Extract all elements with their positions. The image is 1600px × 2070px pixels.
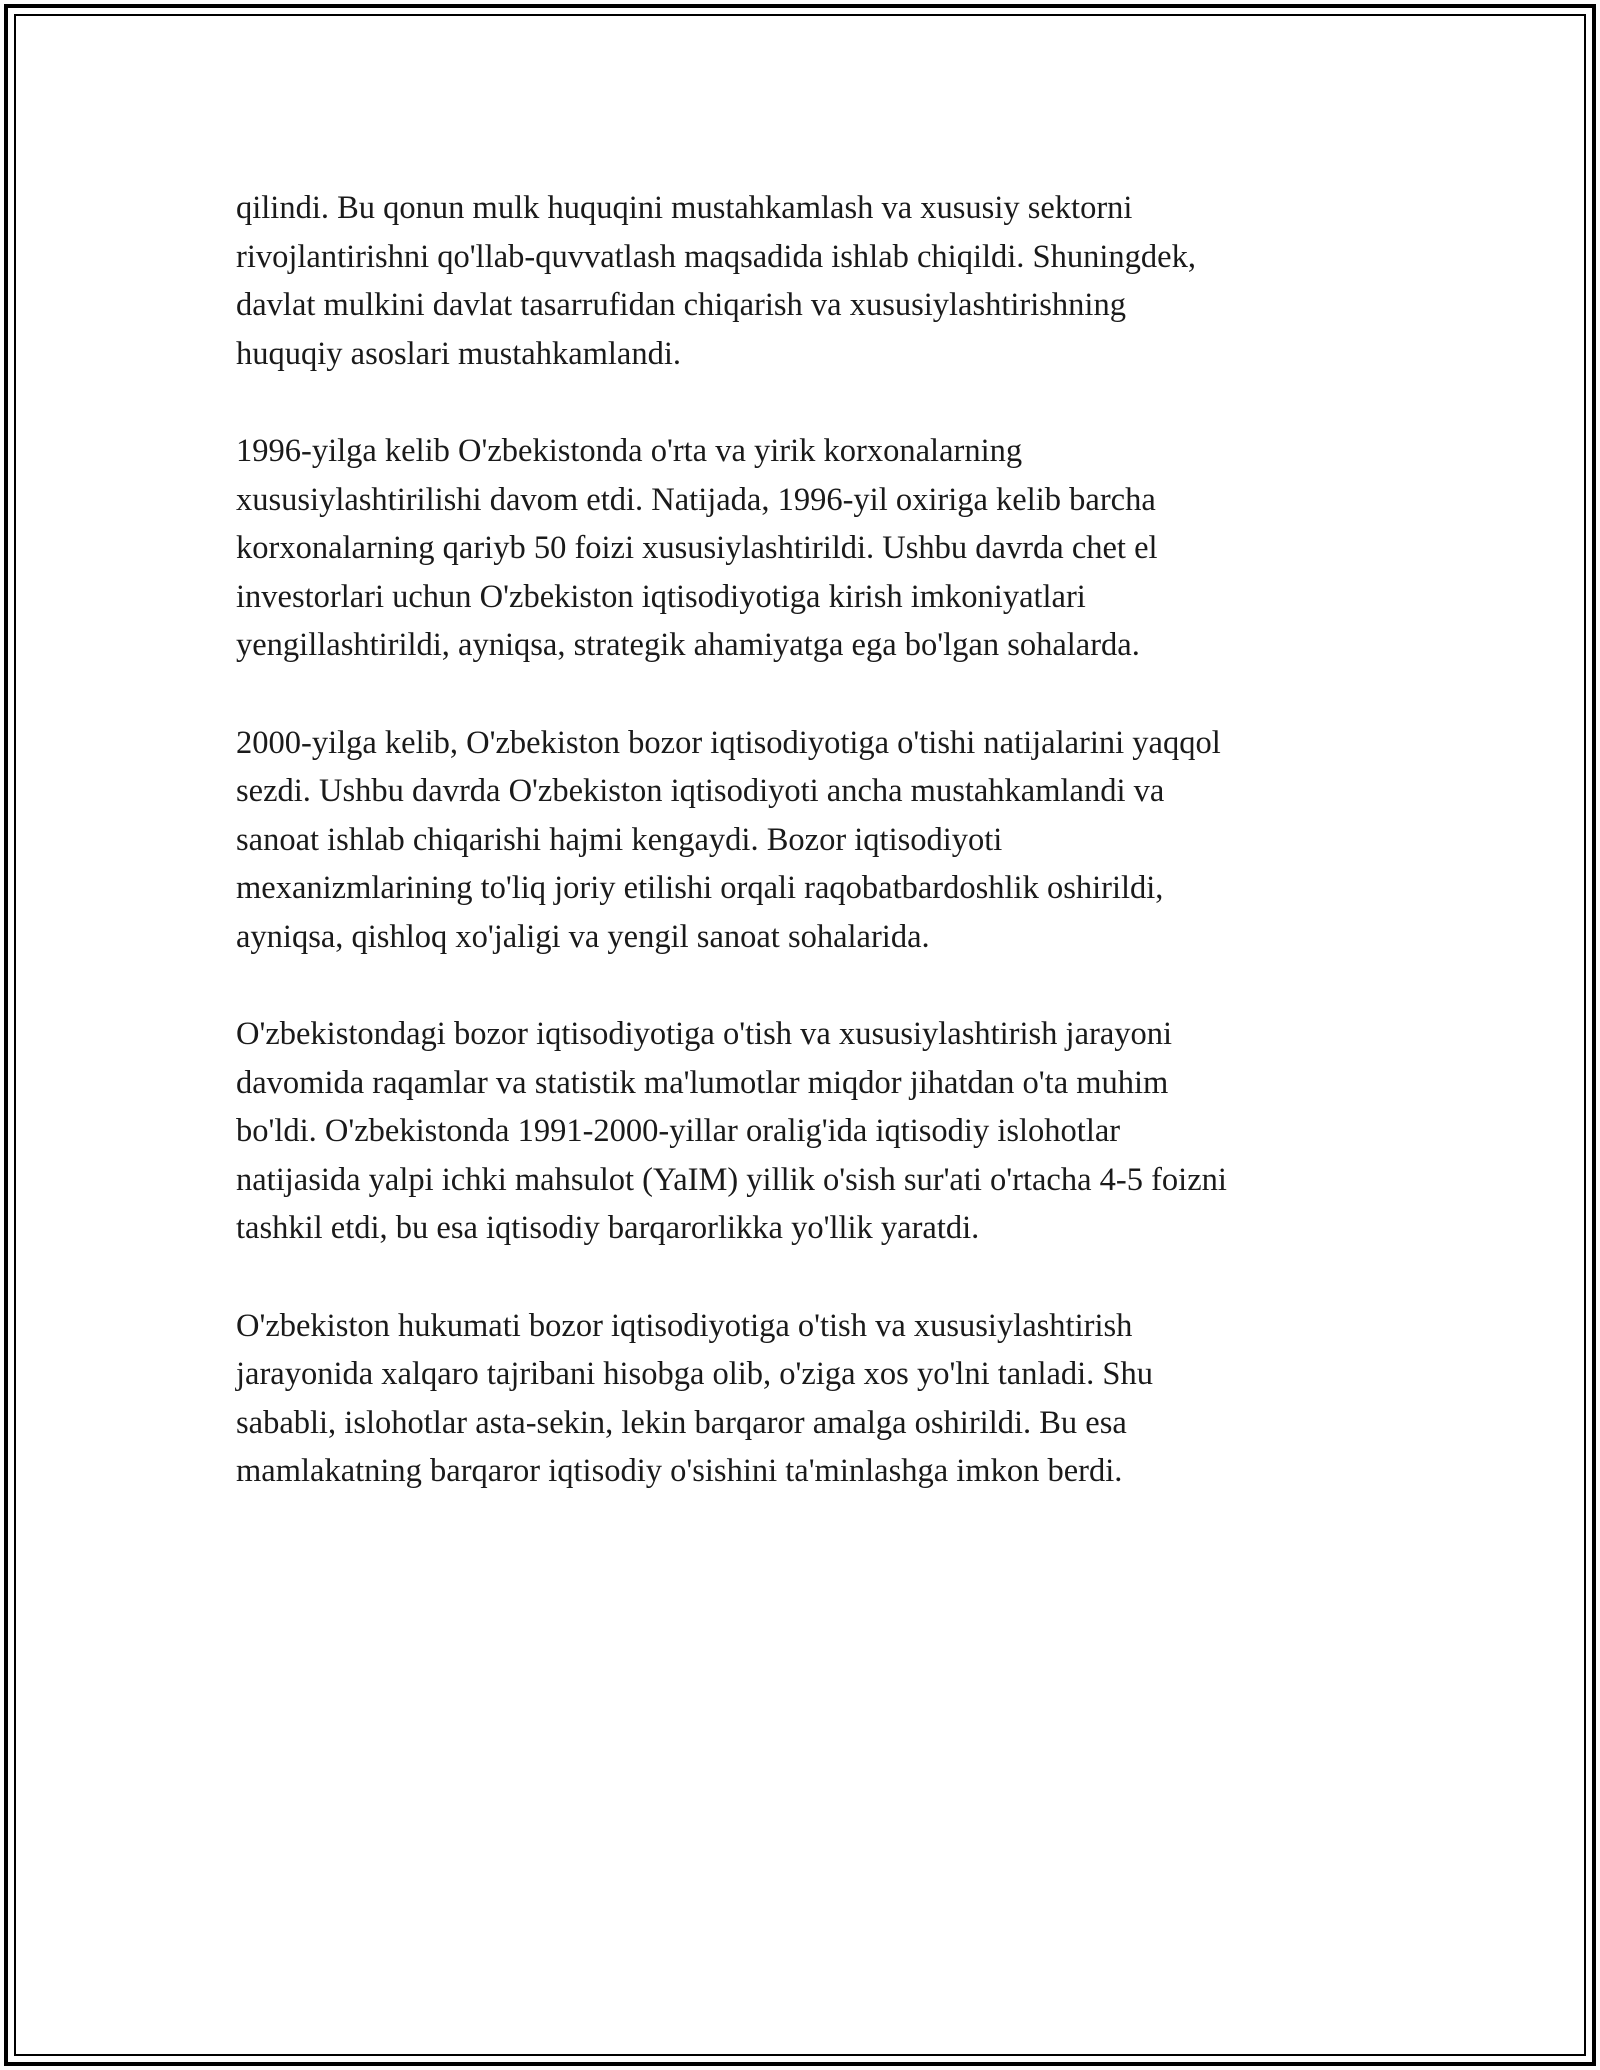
text-line: huquqiy asoslari mustahkamlandi. <box>236 335 682 372</box>
text-line: tashkil etdi, bu esa iqtisodiy barqarorlikka yo'llik yaratdi. <box>236 1210 980 1247</box>
paragraph-1 <box>236 184 1366 378</box>
text-line: sanoat ishlab chiqarishi hajmi kengaydi. Bozor iqtisodiyoti <box>236 821 1003 858</box>
text-line: natijasida yalpi ichki mahsulot (YaIM) yillik o'sish sur'ati o'rtacha 4-5 foizni <box>236 1161 1227 1198</box>
text-line: 2000-yilga kelib, O'zbekiston bozor iqtisodiyotiga o'tishi natijalarini yaqqol <box>236 724 1221 761</box>
text-line: jarayonida xalqaro tajribani hisobga olib, o'ziga xos yo'lni tanladi. Shu <box>236 1356 1153 1393</box>
text-line: mexanizmlarining to'liq joriy etilishi orqali raqobatbardoshlik oshirildi, <box>236 870 1164 907</box>
text-line: yengillashtirildi, ayniqsa, strategik ahamiyatga ega bo'lgan sohalarda. <box>236 627 1140 664</box>
text-line: xususiylashtirilishi davom etdi. Natijada, 1996-yil oxiriga kelib barcha <box>236 481 1156 518</box>
text-line: davomida raqamlar va statistik ma'lumotlar miqdor jihatdan o'ta muhim <box>236 1064 1169 1101</box>
text-line: O'zbekistondagi bozor iqtisodiyotiga o'tish va xususiylashtirish jarayoni <box>236 1016 1173 1053</box>
text-line: rivojlantirishni qo'llab-quvvatlash maqsadida ishlab chiqildi. Shuningdek, <box>236 238 1196 275</box>
paragraph-3 <box>236 719 1366 962</box>
text-line: mamlakatning barqaror iqtisodiy o'sishini ta'minlashga imkon berdi. <box>236 1453 1123 1490</box>
text-line: 1996-yilga kelib O'zbekistonda o'rta va yirik korxonalarning <box>236 432 1023 469</box>
document-body <box>236 184 1366 1545</box>
text-line: qilindi. Bu qonun mulk huquqini mustahkamlash va xususiy sektorni <box>236 190 1133 226</box>
text-line: O'zbekiston hukumati bozor iqtisodiyotiga o'tish va xususiylashtirish <box>236 1307 1133 1344</box>
text-line: korxonalarning qariyb 50 foizi xususiylashtirildi. Ushbu davrda chet el <box>236 530 1158 567</box>
text-line: davlat mulkini davlat tasarrufidan chiqarish va xususiylashtirishning <box>236 287 1126 324</box>
paragraph-5 <box>236 1302 1366 1496</box>
paragraph-2 <box>236 427 1366 670</box>
text-line: sababli, islohotlar asta-sekin, lekin barqaror amalga oshirildi. Bu esa <box>236 1404 1127 1441</box>
paragraph-4 <box>236 1010 1366 1253</box>
text-line: bo'ldi. O'zbekistonda 1991-2000-yillar oralig'ida iqtisodiy islohotlar <box>236 1113 1121 1150</box>
text-line: sezdi. Ushbu davrda O'zbekiston iqtisodiyoti ancha mustahkamlandi va <box>236 773 1165 810</box>
text-line: investorlari uchun O'zbekiston iqtisodiyotiga kirish imkoniyatlari <box>236 578 1086 615</box>
text-line: ayniqsa, qishloq xo'jaligi va yengil sanoat sohalarida. <box>236 918 930 955</box>
